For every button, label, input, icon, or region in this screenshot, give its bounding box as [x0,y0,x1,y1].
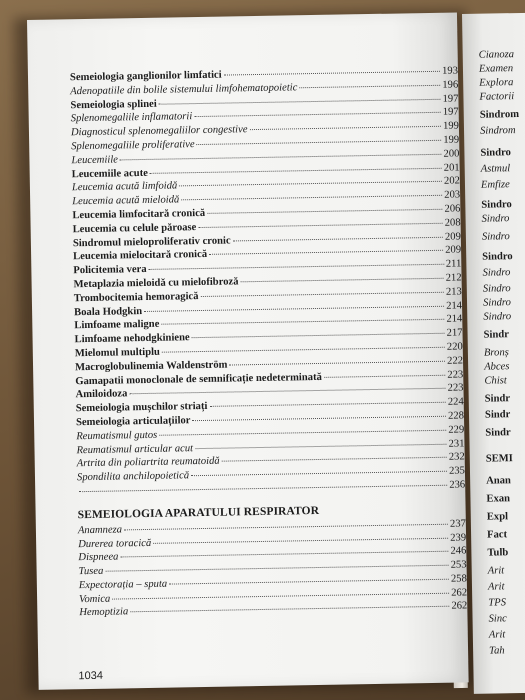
right-page-entry: Sindr [483,329,510,341]
toc-entry-page: 214 [446,313,463,326]
toc-leader-dots [191,471,447,476]
toc-leader-dots [192,333,445,338]
toc-leader-dots [105,565,448,572]
toc-entry-title: Leucemia mielocitară cronică [73,249,208,263]
right-page-entry: Sindro [482,251,513,263]
toc-entry-title: Reumatismul gutos [76,429,158,442]
right-page-entry: Sindr [484,393,511,405]
right-page-entry: Sinc [488,613,507,625]
right-page-entry: Sindro [481,199,512,211]
right-page-entry: Sindr [484,409,511,421]
toc-entry-title: Gamapatii monoclonale de semnificație nedeterminată [75,371,322,387]
toc-entry-page: 211 [445,258,462,270]
toc-entry-page: 206 [444,203,461,215]
right-page-entry: Sindro [482,297,512,309]
toc-leader-dots [112,592,449,599]
toc-leader-dots [249,126,441,130]
toc-entry-page: 203 [444,189,461,201]
toc-entry-title: Artrita din poliartrita reumatoidă [76,456,220,470]
right-page-entry: TPS [488,597,507,609]
right-page-entry: Explora [479,77,514,89]
right-page-entry: Exan [486,493,511,505]
toc-entry-page: 253 [450,559,467,571]
toc-entry-page: 258 [450,573,467,585]
toc-leader-dots [129,388,445,395]
right-page-entry: Tah [489,645,505,657]
toc-entry-title: Adenopatiile din bolile sistemului limfohematopoietic [70,82,298,98]
toc-entry-title: Mielomul multiplu [74,346,160,360]
right-page-entry: Tulb [487,547,509,559]
toc-entry-page: 196 [442,79,459,91]
toc-entry-page: 200 [443,148,460,160]
right-page-entry: Sindr [485,427,511,439]
toc-entry-title: Tusea [78,565,104,578]
toc-leader-dots [169,579,449,585]
toc-leader-dots [200,292,443,297]
toc-entry-title: Amiloidoza [75,388,128,401]
toc-entry-page: 224 [447,396,464,408]
right-page-entry: Examen [478,63,514,75]
toc-leader-dots [324,374,446,377]
toc-entry-page: 193 [441,65,459,77]
toc-entry-page: 229 [448,424,465,436]
toc-leader-dots [130,606,449,613]
right-page [462,13,525,694]
right-page-entry: Sindro [483,311,512,323]
right-page-entry: Chist [484,375,507,387]
toc-entry-page: 231 [448,437,465,450]
toc-entry-title: Policitemia vera [73,264,147,277]
right-page-entry: Sindro [480,147,511,159]
toc-entry-page: 239 [450,531,467,544]
right-page-entry: Sindro [481,231,510,243]
toc-entry-title: Metaplazia mieloidă cu mielofibroză [73,276,239,291]
toc-entry-page: 262 [451,587,468,599]
toc-entry-page: 262 [451,600,468,613]
toc-entry-title: Leucemia acută limfoidă [71,180,178,194]
toc-entry-title: Hemoptizia [79,606,129,619]
toc-leader-dots [198,223,442,228]
toc-entry-title: Spondilita anchilopoietică [76,470,190,484]
right-page-entry: Sindrom [479,125,516,137]
toc-entry-page: 217 [446,327,463,339]
right-page-entry: Arit [488,629,506,641]
toc-entry-page: 237 [449,518,466,530]
toc-entry-page: 197 [442,106,459,119]
section-entries [78,517,468,620]
right-page-entries [462,13,525,657]
toc-entry-page: 236 [449,479,466,491]
toc-leader-dots [162,347,445,353]
toc-leader-dots [222,457,447,462]
toc-leader-dots [150,167,442,173]
toc-entry-title: Leucemiile acute [71,167,148,180]
toc-entry-page: 208 [444,217,461,229]
toc-entry-page: 209 [444,231,461,243]
toc-leader-dots [233,236,443,241]
toc-entry-title: Leucemia cu celule păroase [72,221,197,235]
toc-leader-dots [153,537,448,543]
toc-leader-dots [159,429,446,435]
toc-entries [70,64,465,498]
toc-leader-dots [149,264,444,270]
toc-leader-dots [209,250,443,255]
section-title: SEMEIOLOGIA APARATULUI RESPIRATOR [77,504,320,521]
toc-entry-title: Vomica [79,593,111,605]
right-page-entry: Abces [484,361,510,373]
right-page-entry: Emfize [480,179,510,191]
toc-leader-dots [179,181,442,187]
toc-leader-dots [194,112,441,117]
right-page-entry: Sindro [482,283,511,295]
toc-entry-title: Leucemiile [71,154,119,167]
toc-entry-page: 199 [443,134,460,146]
toc-leader-dots [161,319,444,325]
toc-entry-title: Limfoame maligne [74,319,160,332]
right-page-entry: Factorii [479,91,515,103]
toc-leader-dots [124,523,448,530]
right-page-entry: Arit [487,581,505,593]
toc-entry-page: 199 [442,120,460,132]
toc-entry-title: Semeiologia mușchilor striați [75,401,208,415]
toc-entry-page: 209 [445,244,462,257]
toc-leader-dots [240,278,443,283]
toc-leader-dots [224,71,440,76]
toc-entry-title: Semeiologia ganglionilor limfatici [69,69,222,84]
right-page-entry: Arit [487,565,505,577]
table-of-contents [70,64,468,620]
right-page-entry: Cianoza [478,49,515,61]
toc-entry-title: Reumatismul articular acut [76,442,194,456]
right-page-entry: Bronș [483,347,509,359]
toc-leader-dots [181,195,442,201]
toc-entry-title: Sindromul mieloproliferativ cronic [72,235,231,249]
right-page-entry: Sindro [481,213,510,225]
toc-entry-page: 197 [442,93,459,105]
right-page-entry: Expl [486,511,509,523]
toc-leader-dots [229,360,445,365]
toc-entry-title: Splenomegaliile proliferative [71,139,195,153]
toc-entry-title: Semeiologia splinei [70,98,157,111]
toc-entry-title: Limfoame nehodgkiniene [74,332,190,346]
page-number: 1034 [78,669,104,683]
right-page-entry: SEMI [485,453,513,465]
toc-entry-page: 232 [448,451,465,464]
right-page-entry: Astmul [480,163,511,175]
toc-leader-dots [159,98,441,104]
toc-entry-title: Boala Hodgkin [74,305,143,318]
toc-entry-title: Anamneza [77,524,123,536]
toc-entry-title: Durerea toracică [78,537,152,550]
toc-entry-page: 212 [445,272,462,284]
toc-leader-dots [195,443,447,448]
toc-entry-page: 213 [445,286,462,298]
toc-leader-dots [209,402,445,407]
right-page-entry: Anan [486,475,511,487]
toc-leader-dots [120,154,442,161]
toc-entry-title: Expectorația – sputa [78,578,168,592]
toc-leader-dots [192,416,446,421]
toc-leader-dots [79,485,447,492]
toc-entry-title: Dispneea [78,551,119,564]
toc-entry-title: Trombocitemia hemoragică [73,290,199,304]
toc-entry-title: Diagnosticul splenomegaliilor congestive [70,124,248,139]
toc-entry-title: Semeiologia articulațiilor [75,415,191,429]
right-page-entry: Sindrom [479,109,520,121]
toc-entry-page: 223 [447,382,464,395]
right-page-entry: Sindro [482,267,511,279]
toc-entry-page: 201 [443,162,460,174]
toc-entry-page: 222 [447,355,464,367]
toc-entry-title: Leucemia limfocitară cronică [72,207,206,222]
toc-entry-title: Splenomegaliile inflamatorii [70,111,193,125]
toc-entry-title: Leucemia acută mieloidă [72,194,180,208]
left-page [27,12,469,689]
toc-entry-page: 214 [446,299,463,312]
toc-leader-dots [144,305,444,311]
toc-leader-dots [197,140,442,145]
toc-entry-page: 246 [450,545,467,557]
right-page-entry: Fact [487,529,508,541]
toc-entry-page: 202 [443,175,460,188]
toc-leader-dots [120,551,448,558]
toc-entry-page: 235 [448,465,466,477]
toc-entry-page: 223 [447,368,464,381]
toc-leader-dots [207,209,442,214]
toc-entry-page: 228 [447,410,465,422]
toc-entry-title: Macroglobulinemia Waldenström [74,359,228,373]
toc-entry-page: 220 [446,341,463,353]
toc-leader-dots [299,85,440,88]
